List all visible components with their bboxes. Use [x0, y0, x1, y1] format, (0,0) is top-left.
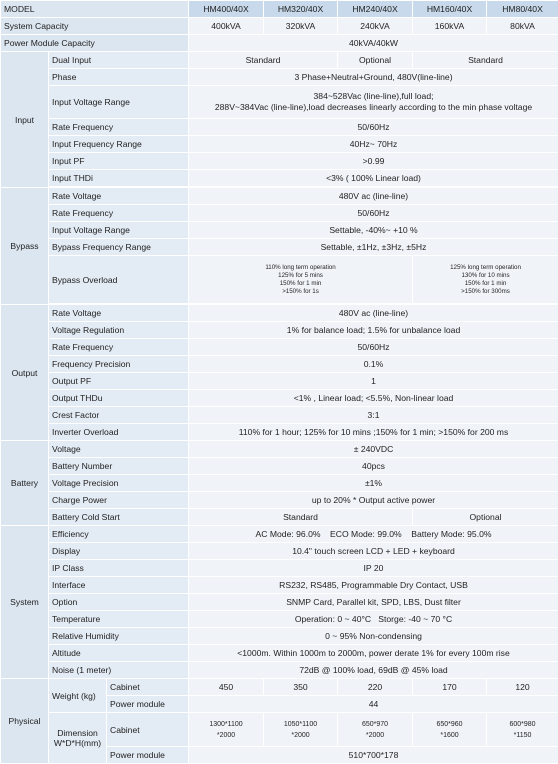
- weight-module-value: 44: [189, 696, 558, 713]
- charge-power-row: [1, 492, 558, 509]
- bypass-section-label: Bypass: [1, 188, 49, 305]
- model-2: HM320/40X: [264, 1, 338, 18]
- battery-number-row: [1, 458, 558, 475]
- input-rate-frequency-value: 50/60Hz: [189, 119, 558, 136]
- weight-cabinet-label: Cabinet: [107, 679, 189, 696]
- dim-cabinet-5-b: *1150: [514, 732, 532, 739]
- weight-cabinet-2: 350: [264, 679, 338, 696]
- output-rate-frequency-label: Rate Frequency: [49, 339, 189, 356]
- phase-label: Phase: [49, 69, 189, 86]
- bypass-overload-right: [413, 256, 558, 304]
- capacity-5: 80kVA: [487, 18, 558, 35]
- dim-cabinet-1-b: *2000: [217, 732, 235, 739]
- ip-class-label: IP Class: [49, 560, 189, 577]
- voltage-regulation-label: Voltage Regulation: [49, 322, 189, 339]
- input-voltage-range-row: [1, 86, 558, 119]
- inverter-overload-row: [1, 424, 558, 441]
- output-thdu-row: [1, 390, 558, 407]
- temperature-label: Temperature: [49, 611, 189, 628]
- inverter-overload-value: 110% for 1 hour; 125% for 10 mins ;150% for 1 min; >150% for 200 ms: [189, 424, 558, 441]
- bypass-frequency-range-row: [1, 239, 558, 256]
- altitude-value: <1000m. Within 1000m to 2000m, power derate 1% for every 100m rise: [189, 645, 558, 662]
- module-capacity-value: 40kVA/40kW: [189, 35, 558, 52]
- voltage-regulation-row: [1, 322, 558, 339]
- output-rate-voltage-row: [1, 305, 558, 322]
- crest-factor-value: 3:1: [189, 407, 558, 424]
- inverter-overload-label: Inverter Overload: [49, 424, 189, 441]
- dimension-label: [49, 713, 107, 764]
- dim-cabinet-2-a: 1050*1100: [284, 721, 317, 728]
- voltage-precision-row: [1, 475, 558, 492]
- input-voltage-range-value: [189, 86, 558, 119]
- output-thdu-label: Output THDu: [49, 390, 189, 407]
- bypass-rate-frequency-label: Rate Frequency: [49, 205, 189, 222]
- interface-label: Interface: [49, 577, 189, 594]
- dual-input-value-2: Optional: [338, 52, 413, 69]
- charge-power-value: up to 20% * Output active power: [189, 492, 558, 509]
- bypass-rate-frequency-row: [1, 205, 558, 222]
- option-label: Option: [49, 594, 189, 611]
- dimension-module-label: Power module: [107, 747, 189, 764]
- bypass-overload-right-2: 130% for 10 mins: [461, 272, 509, 279]
- module-capacity-label: Power Module Capacity: [1, 35, 189, 52]
- capacity-2: 320kVA: [264, 18, 338, 35]
- output-rate-frequency-row: [1, 339, 558, 356]
- dual-input-value-3: Standard: [413, 52, 558, 69]
- noise-row: [1, 662, 558, 679]
- capacity-3: 240kVA: [338, 18, 413, 35]
- input-voltage-range-line-1: 384~528Vac (line-line),full load;: [314, 91, 434, 101]
- bypass-overload-left-3: 150% for 1 min: [280, 280, 322, 287]
- weight-cabinet-5: 120: [487, 679, 558, 696]
- dim-cabinet-1: [189, 713, 264, 747]
- efficiency-row: [1, 526, 558, 543]
- efficiency-label: Efficiency: [49, 526, 189, 543]
- dual-input-value-1: Standard: [189, 52, 338, 69]
- humidity-row: [1, 628, 558, 645]
- phase-row: [1, 69, 558, 86]
- weight-cabinet-1: 450: [189, 679, 264, 696]
- input-frequency-range-row: [1, 136, 558, 153]
- bypass-rate-voltage-row: [1, 188, 558, 205]
- display-label: Display: [49, 543, 189, 560]
- dim-cabinet-1-a: 1300*1100: [209, 721, 242, 728]
- bypass-overload-left: [189, 256, 413, 304]
- input-pf-label: Input PF: [49, 153, 189, 170]
- bypass-overload-row: [1, 256, 558, 304]
- dim-cabinet-3: [338, 713, 413, 747]
- battery-number-value: 40pcs: [189, 458, 558, 475]
- display-row: [1, 543, 558, 560]
- bypass-rate-voltage-value: 480V ac (line-line): [189, 188, 558, 205]
- battery-section-label: Battery: [1, 441, 49, 526]
- voltage-precision-value: ±1%: [189, 475, 558, 492]
- humidity-label: Relative Humidity: [49, 628, 189, 645]
- noise-label: Noise (1 meter): [49, 662, 189, 679]
- output-rate-frequency-value: 50/60Hz: [189, 339, 558, 356]
- frequency-precision-label: Frequency Precision: [49, 356, 189, 373]
- output-section-label: Output: [1, 305, 49, 441]
- noise-value: 72dB @ 100% load, 69dB @ 45% load: [189, 662, 558, 679]
- bypass-rate-frequency-value: 50/60Hz: [189, 205, 558, 222]
- input-thdi-label: Input THDi: [49, 170, 189, 187]
- battery-voltage-label: Voltage: [49, 441, 189, 458]
- model-label: MODEL: [1, 1, 189, 18]
- crest-factor-row: [1, 407, 558, 424]
- output-pf-row: [1, 373, 558, 390]
- temperature-value: Operation: 0 ~ 40°C Storge: -40 ~ 70 °C: [189, 611, 558, 628]
- bypass-frequency-range-value: Settable, ±1Hz, ±3Hz, ±5Hz: [189, 239, 558, 256]
- bypass-voltage-range-label: Input Voltage Range: [49, 222, 189, 239]
- bypass-overload-right-3: 150% for 1 min: [465, 280, 507, 287]
- header-row: [1, 1, 558, 18]
- dim-cabinet-2: [264, 713, 338, 747]
- capacity-row: [1, 18, 558, 35]
- bypass-voltage-range-row: [1, 222, 558, 239]
- bypass-rate-voltage-label: Rate Voltage: [49, 188, 189, 205]
- bypass-overload-right-4: >150% for 300ms: [461, 288, 510, 295]
- physical-section-label: Physical: [1, 679, 49, 764]
- frequency-precision-value: 0.1%: [189, 356, 558, 373]
- bypass-overload-label: Bypass Overload: [49, 256, 189, 304]
- weight-label: Weight (kg): [49, 679, 107, 713]
- dimension-cabinet-label: Cabinet: [107, 713, 189, 747]
- input-rate-frequency-row: [1, 119, 558, 136]
- dim-cabinet-5-a: 600*980: [509, 721, 535, 728]
- dim-cabinet-4-a: 650*960: [436, 721, 462, 728]
- weight-cabinet-3: 220: [338, 679, 413, 696]
- crest-factor-label: Crest Factor: [49, 407, 189, 424]
- capacity-label: System Capacity: [1, 18, 189, 35]
- cold-start-value-2: Optional: [413, 509, 558, 526]
- dim-cabinet-4-b: *1600: [440, 732, 458, 739]
- weight-module-label: Power module: [107, 696, 189, 713]
- cold-start-row: [1, 509, 558, 526]
- dual-input-label: Dual Input: [49, 52, 189, 69]
- voltage-precision-label: Voltage Precision: [49, 475, 189, 492]
- weight-cabinet-4: 170: [413, 679, 487, 696]
- input-section-label: Input: [1, 52, 49, 188]
- ip-class-row: [1, 560, 558, 577]
- battery-voltage-row: [1, 441, 558, 458]
- input-voltage-range-label: Input Voltage Range: [49, 86, 189, 119]
- input-dual-row: [1, 52, 558, 69]
- module-capacity-row: [1, 35, 558, 52]
- voltage-regulation-value: 1% for balance load; 1.5% for unbalance load: [189, 322, 558, 339]
- altitude-label: Altitude: [49, 645, 189, 662]
- output-rate-voltage-label: Rate Voltage: [49, 305, 189, 322]
- model-3: HM240/40X: [338, 1, 413, 18]
- system-section-label: System: [1, 526, 49, 679]
- output-pf-label: Output PF: [49, 373, 189, 390]
- temperature-row: [1, 611, 558, 628]
- phase-value: 3 Phase+Neutral+Ground, 480V(line-line): [189, 69, 558, 86]
- option-value: SNMP Card, Parallel kit, SPD, LBS, Dust filter: [189, 594, 558, 611]
- efficiency-value: AC Mode: 96.0% ECO Mode: 99.0% Battery Mode: 95.0%: [189, 526, 558, 543]
- output-thdu-value: <1% , Linear load; <5.5%, Non-linear load: [189, 390, 558, 407]
- model-4: HM160/40X: [413, 1, 487, 18]
- interface-value: RS232, RS485, Programmable Dry Contact, USB: [189, 577, 558, 594]
- option-row: [1, 594, 558, 611]
- output-pf-value: 1: [189, 373, 558, 390]
- display-value: 10.4" touch screen LCD + LED + keyboard: [189, 543, 558, 560]
- capacity-4: 160kVA: [413, 18, 487, 35]
- battery-voltage-value: ± 240VDC: [189, 441, 558, 458]
- humidity-value: 0 ~ 95% Non-condensing: [189, 628, 558, 645]
- charge-power-label: Charge Power: [49, 492, 189, 509]
- dim-cabinet-5: [487, 713, 558, 747]
- input-rate-frequency-label: Rate Frequency: [49, 119, 189, 136]
- cold-start-label: Battery Cold Start: [49, 509, 189, 526]
- dim-cabinet-3-b: *2000: [366, 732, 384, 739]
- battery-number-label: Battery Number: [49, 458, 189, 475]
- input-frequency-range-label: Input Frequency Range: [49, 136, 189, 153]
- frequency-precision-row: [1, 356, 558, 373]
- input-thdi-row: [1, 170, 558, 187]
- input-pf-value: >0.99: [189, 153, 558, 170]
- input-frequency-range-value: 40Hz~ 70Hz: [189, 136, 558, 153]
- bypass-overload-left-1: 110% long term operation: [265, 264, 335, 271]
- weight-cabinet-row: [1, 679, 558, 696]
- bypass-voltage-range-value: Settable, -40%~ +10 %: [189, 222, 558, 239]
- dim-cabinet-4: [413, 713, 487, 747]
- input-voltage-range-line-2: 288V~384Vac (line-line),load decreases linearly according to the min phase voltage: [215, 102, 532, 112]
- bypass-overload-left-4: >150% for 1s: [282, 288, 319, 295]
- input-thdi-value: <3% ( 100% Linear load): [189, 170, 558, 187]
- bypass-frequency-range-label: Bypass Frequency Range: [49, 239, 189, 256]
- dimension-label-2: W*D*H(mm): [54, 738, 101, 748]
- bypass-overload-left-2: 125% for 5 mins: [278, 272, 323, 279]
- model-5: HM80/40X: [487, 1, 558, 18]
- input-pf-row: [1, 153, 558, 170]
- bypass-overload-right-1: 125% long term operation: [450, 264, 521, 271]
- interface-row: [1, 577, 558, 594]
- altitude-row: [1, 645, 558, 662]
- dim-cabinet-3-a: 650*970: [362, 721, 388, 728]
- ip-class-value: IP 20: [189, 560, 558, 577]
- dimension-module-value: 510*700*178: [189, 747, 558, 764]
- output-rate-voltage-value: 480V ac (line-line): [189, 305, 558, 322]
- dimension-label-1: Dimension: [57, 728, 98, 738]
- dimension-cabinet-row: [1, 713, 558, 747]
- cold-start-value-1: Standard: [189, 509, 413, 526]
- dim-cabinet-2-b: *2000: [291, 732, 309, 739]
- model-1: HM400/40X: [189, 1, 264, 18]
- capacity-1: 400kVA: [189, 18, 264, 35]
